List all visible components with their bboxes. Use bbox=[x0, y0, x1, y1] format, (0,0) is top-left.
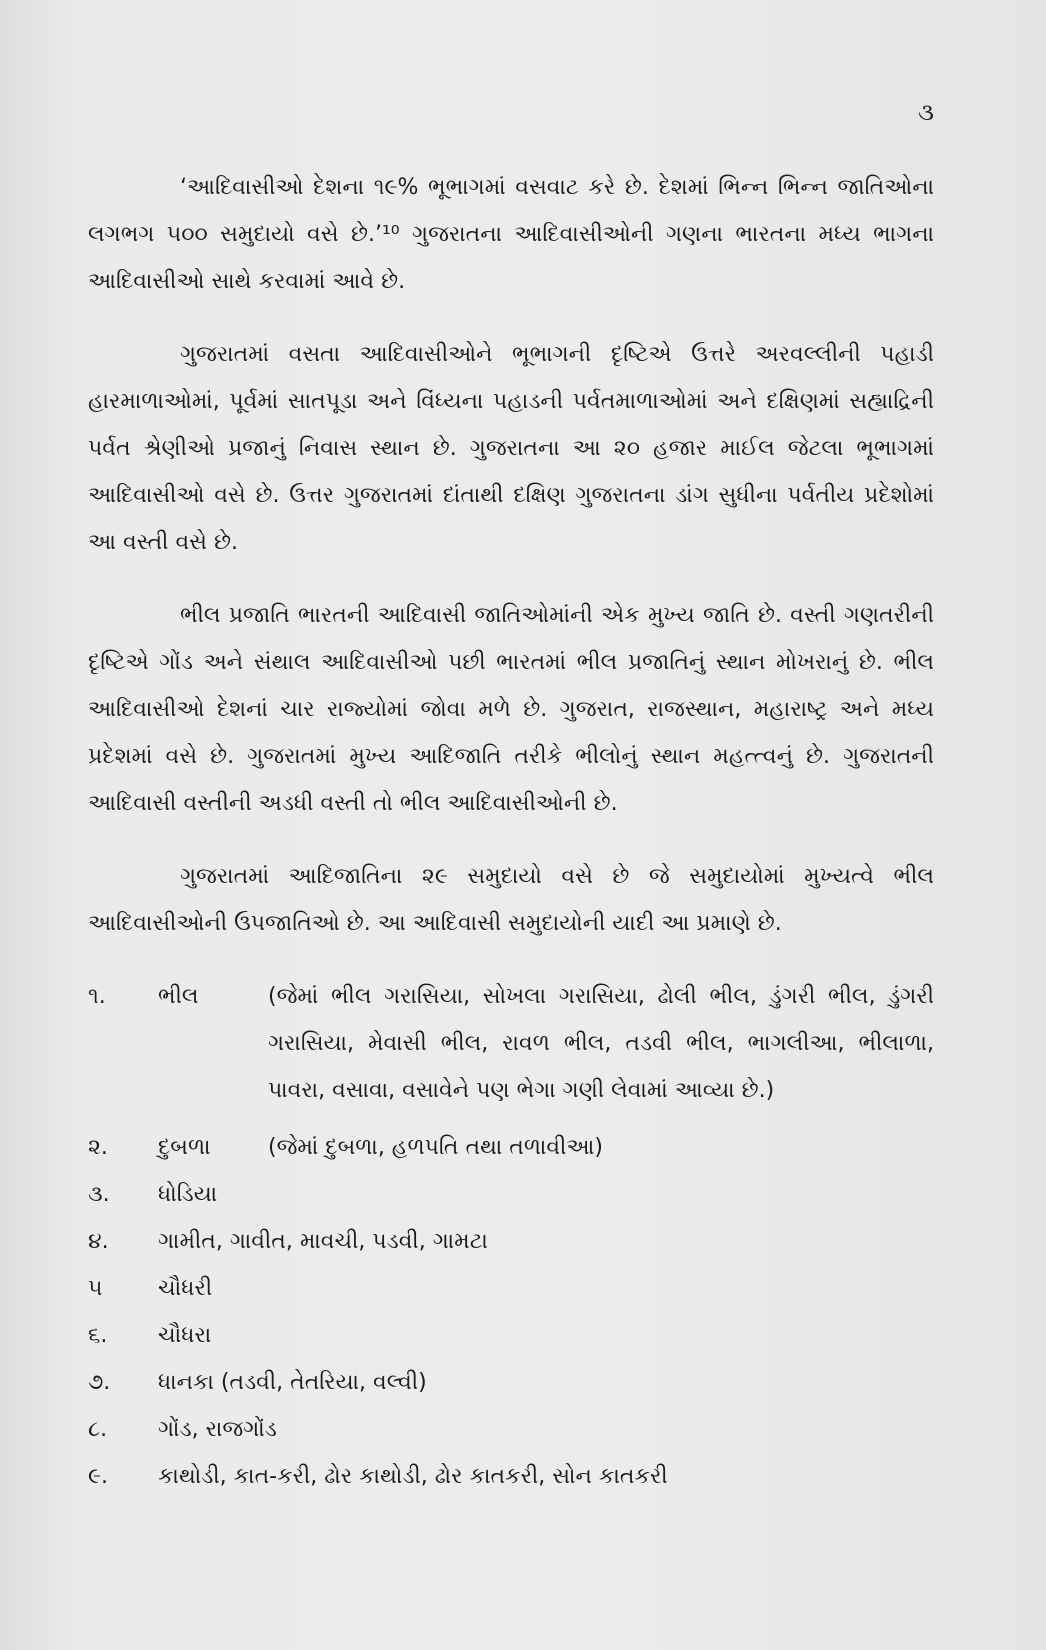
paragraph-3: ભીલ પ્રજાતિ ભારતની આદિવાસી જાતિઓમાંની એક મુખ્ય જાતિ છે. વસ્તી ગણતરીની દૃષ્ટિએ ગોંડ અને સંથાલ આદિવાસીઓ પછી ભારતમાં ભીલ પ્રજાતિનું સ્થાન મોખરાનું છે. ભીલ આદિવાસીઓ દેશનાં ચાર રાજ્યોમાં જોવા મળે છે. ગુજરાત, રાજસ્થાન, મહારાષ્ટ્ર અને મધ્ય પ્રદેશમાં વસે છે. ગુજરાતમાં મુખ્ય આદિજાતિ તરીકે ભીલોનું સ્થાન મહત્ત્વનું છે. ગુજરાતની આદિવાસી વસ્તીની અડધી વસ્તી તો ભીલ આદિવાસીઓની છે. bbox=[88, 603, 934, 816]
paragraph-2: ગુજરાતમાં વસતા આદિવાસીઓને ભૂભાગની દૃષ્ટિએ ઉત્તરે અરવલ્લીની પહાડી હારમાળાઓમાં, પૂર્વમાં સાતપૂડા અને વિંધ્યના પહાડની પર્વતમાળાઓમાં અને દક્ષિણમાં સહ્યાદ્રિની પર્વત શ્રેણીઓ પ્રજાનું નિવાસ સ્થાન છે. ગુજરાતના આ ૨૦ હજાર માઈલ જેટલા ભૂભાગમાં આદિવાસીઓ વસે છે. ઉત્તર ગુજરાતમાં દાંતાથી દક્ષિણ ગુજરાતના ડાંગ સુધીના પર્વતીય પ્રદેશોમાં આ વસ્તી વસે છે. bbox=[88, 342, 934, 555]
list-item-description: (જેમાં દુબળા, હળપતિ તથા તળાવીઆ) bbox=[268, 1135, 603, 1160]
list-item bbox=[88, 1124, 934, 1171]
list-item bbox=[88, 1312, 934, 1359]
list-item-number: ૧. bbox=[88, 984, 106, 1009]
list-item-number: ૫ bbox=[88, 1276, 103, 1301]
list-item-description: (જેમાં ભીલ ગરાસિયા, સોખલા ગરાસિયા, ઢોલી ભીલ, ડુંગરી ભીલ, ડુંગરી ગરાસિયા, મેવાસી ભીલ, રાવળ ભીલ, તડવી ભીલ, ભાગલીઆ, ભીલાળા, પાવરા, વસાવા, વસાવેને પણ ભેગા ગણી લેવામાં આવ્યા છે.) bbox=[268, 984, 934, 1103]
list-item-name: ગોંડ, રાજગોંડ bbox=[158, 1417, 277, 1442]
list-item-name: ચૌધરી bbox=[158, 1276, 213, 1301]
list-item bbox=[88, 1359, 934, 1406]
paragraph-4: ગુજરાતમાં આદિજાતિના ૨૯ સમુદાયો વસે છે જે સમુદાયોમાં મુખ્યત્વે ભીલ આદિવાસીઓની ઉપજાતિઓ છે. આ આદિવાસી સમુદાયોની યાદી આ પ્રમાણે છે. bbox=[88, 864, 934, 936]
list-item-name: ભીલ bbox=[158, 984, 199, 1009]
list-item bbox=[88, 1171, 934, 1218]
list-item-name: ધોડિયા bbox=[158, 1182, 218, 1207]
list-item-name: દુબળા bbox=[158, 1135, 211, 1160]
list-item-number: ૭. bbox=[88, 1370, 111, 1395]
page-body bbox=[88, 164, 934, 1500]
list-item bbox=[88, 973, 934, 1114]
list-item-name: ધાનકા (તડવી, તેતરિયા, વલ્વી) bbox=[158, 1370, 427, 1395]
list-item-number: ૨. bbox=[88, 1135, 108, 1160]
list-item-number: ૩. bbox=[88, 1182, 110, 1207]
list-item-number: ૯. bbox=[88, 1464, 109, 1489]
list-item-name: કાથોડી, કાત-કરી, ઢોર કાથોડી, ઢોર કાતકરી, સોન કાતકરી bbox=[158, 1464, 668, 1489]
list-item-number: ૪. bbox=[88, 1229, 109, 1254]
list-item bbox=[88, 1218, 934, 1265]
list-item-name: ચૌધરા bbox=[158, 1323, 212, 1348]
list-item bbox=[88, 1406, 934, 1453]
page-number: ૩ bbox=[918, 98, 934, 126]
community-list bbox=[88, 973, 934, 1500]
list-item-name: ગામીત, ગાવીત, માવચી, પડવી, ગામટા bbox=[158, 1229, 488, 1254]
list-item-number: ૮. bbox=[88, 1417, 108, 1442]
list-item bbox=[88, 1265, 934, 1312]
paragraph-1: ‘આદિવાસીઓ દેશના ૧૯% ભૂભાગમાં વસવાટ કરે છે. દેશમાં ભિન્ન ભિન્ન જાતિઓના લગભગ ૫૦૦ સમુદાયો વસે છે.’¹⁰ ગુજરાતના આદિવાસીઓની ગણના ભારતના મધ્ય ભાગના આદિવાસીઓ સાથે કરવામાં આવે છે. bbox=[88, 175, 934, 294]
list-item-number: ૬. bbox=[88, 1323, 108, 1348]
list-item bbox=[88, 1453, 934, 1500]
